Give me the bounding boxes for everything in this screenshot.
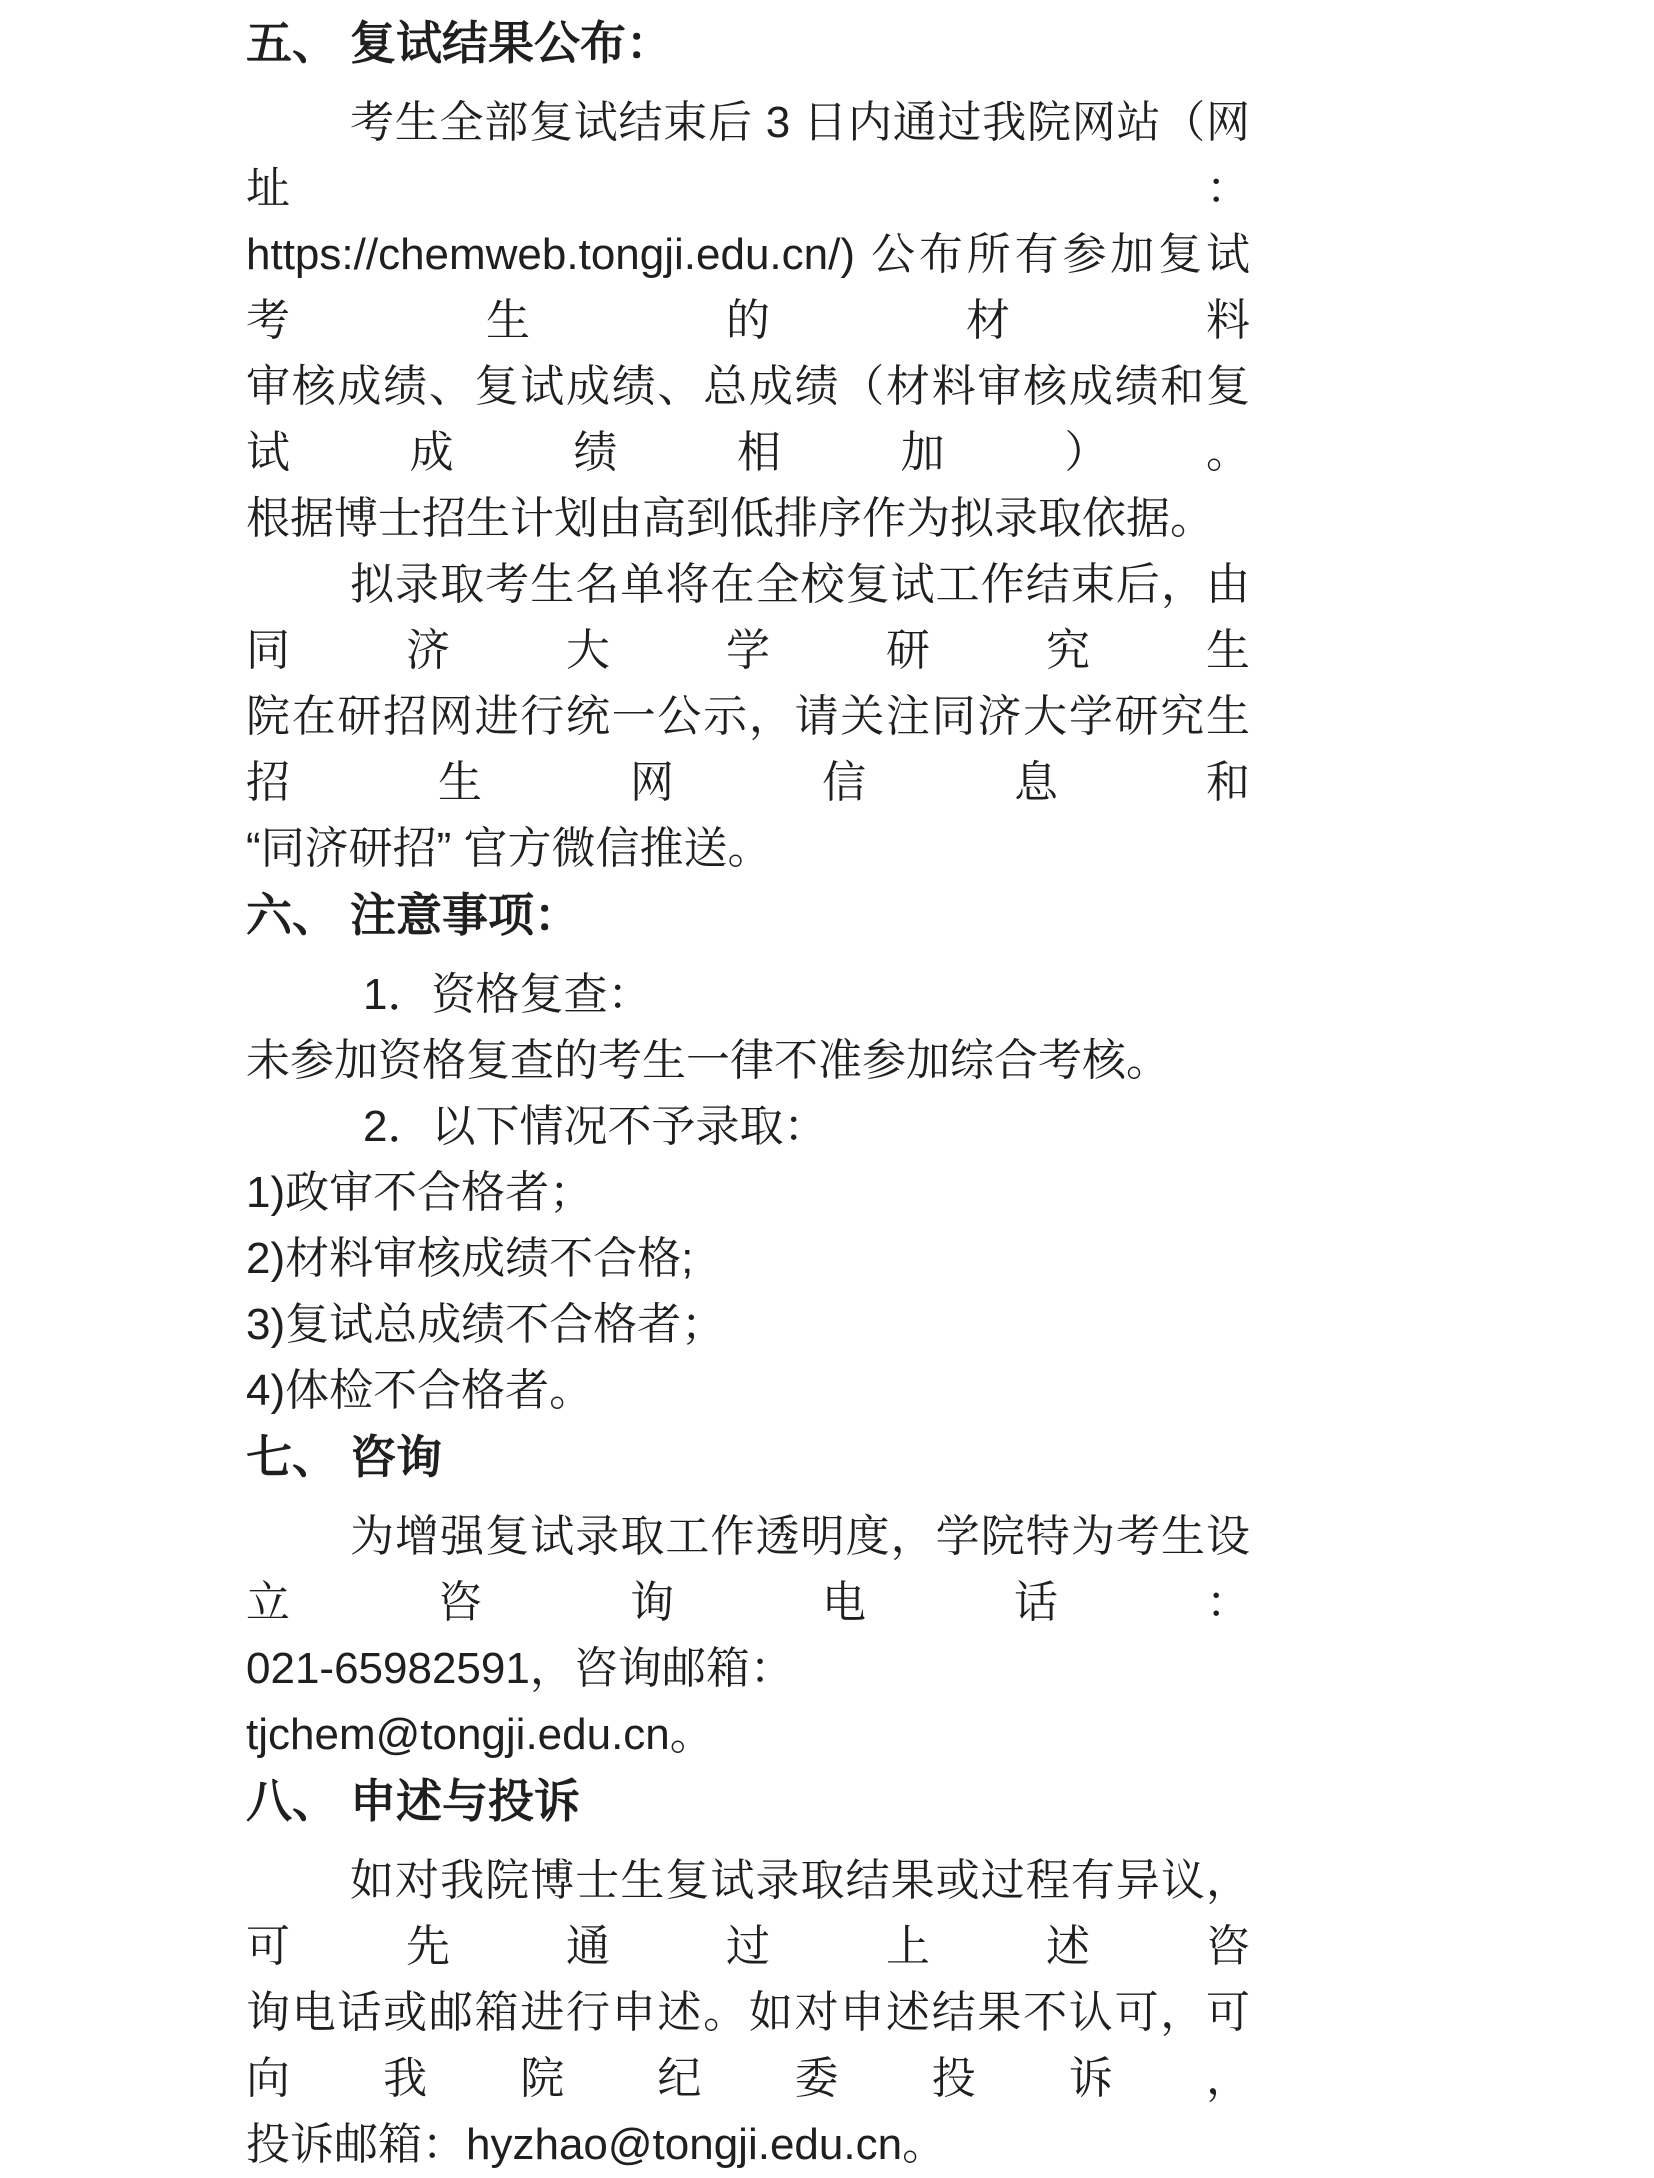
s7-paragraph-line1: 为增强复试录取工作透明度，学院特为考生设立咨询电话：	[246, 1512, 1250, 1627]
section-7-heading	[246, 1424, 1250, 1490]
s5-paragraph1-line2-url: https://chemweb.tongji.edu.cn/) 公布所有参加复试考生的材料	[246, 230, 1250, 345]
section-5-number: 五、	[246, 17, 338, 69]
s6-subitem-2: 2)材料审核成绩不合格;	[246, 1234, 694, 1283]
section-7-number: 七、	[246, 1431, 338, 1483]
s6-item-1-body: 未参加资格复查的考生一律不准参加综合考核。	[246, 1036, 1170, 1085]
s5-paragraph2-line3: “同济研招” 官方微信推送。	[246, 824, 772, 873]
s5-paragraph1-line1: 考生全部复试结束后 3 日内通过我院网站（网址：	[246, 98, 1250, 213]
s5-paragraph2-line1: 拟录取考生名单将在全校复试工作结束后，由同济大学研究生	[246, 560, 1250, 675]
s6-subitem-3: 3)复试总成绩不合格者；	[246, 1300, 726, 1349]
section-8-heading	[246, 1768, 1250, 1834]
section-5-heading	[246, 10, 1250, 76]
s7-paragraph-line2-contact: 021-65982591，咨询邮箱：tjchem@tongji.edu.cn。	[246, 1644, 794, 1759]
s8-paragraph-line3-email: 投诉邮箱：hyzhao@tongji.edu.cn。	[246, 2120, 947, 2169]
section-8-title: 申述与投诉	[350, 1775, 580, 1827]
s6-subitem-4: 4)体检不合格者。	[246, 1366, 594, 1415]
section-5-title: 复试结果公布：	[350, 17, 672, 69]
s6-item-1: 1．资格复查：	[363, 970, 652, 1019]
section-8-number: 八、	[246, 1775, 338, 1827]
s6-subitem-1: 1)政审不合格者；	[246, 1168, 594, 1217]
s8-paragraph-line1: 如对我院博士生复试录取结果或过程有异议，可先通过上述咨	[246, 1856, 1250, 1971]
section-6-number: 六、	[246, 889, 338, 941]
section-6-heading	[246, 882, 1250, 948]
s8-paragraph-line2: 询电话或邮箱进行申述。如对申述结果不认可，可向我院纪委投诉，	[246, 1988, 1250, 2103]
s5-paragraph1-line3: 审核成绩、复试成绩、总成绩（材料审核成绩和复试成绩相加）。	[246, 362, 1250, 477]
s5-paragraph2-line2: 院在研招网进行统一公示，请关注同济大学研究生招生网信息和	[246, 692, 1250, 807]
s6-item-2: 2．以下情况不予录取：	[363, 1102, 828, 1151]
s5-paragraph1-line4: 根据博士招生计划由高到低排序作为拟录取依据。	[246, 494, 1214, 543]
section-6-title: 注意事项：	[350, 889, 580, 941]
section-7-title: 咨询	[350, 1431, 442, 1483]
